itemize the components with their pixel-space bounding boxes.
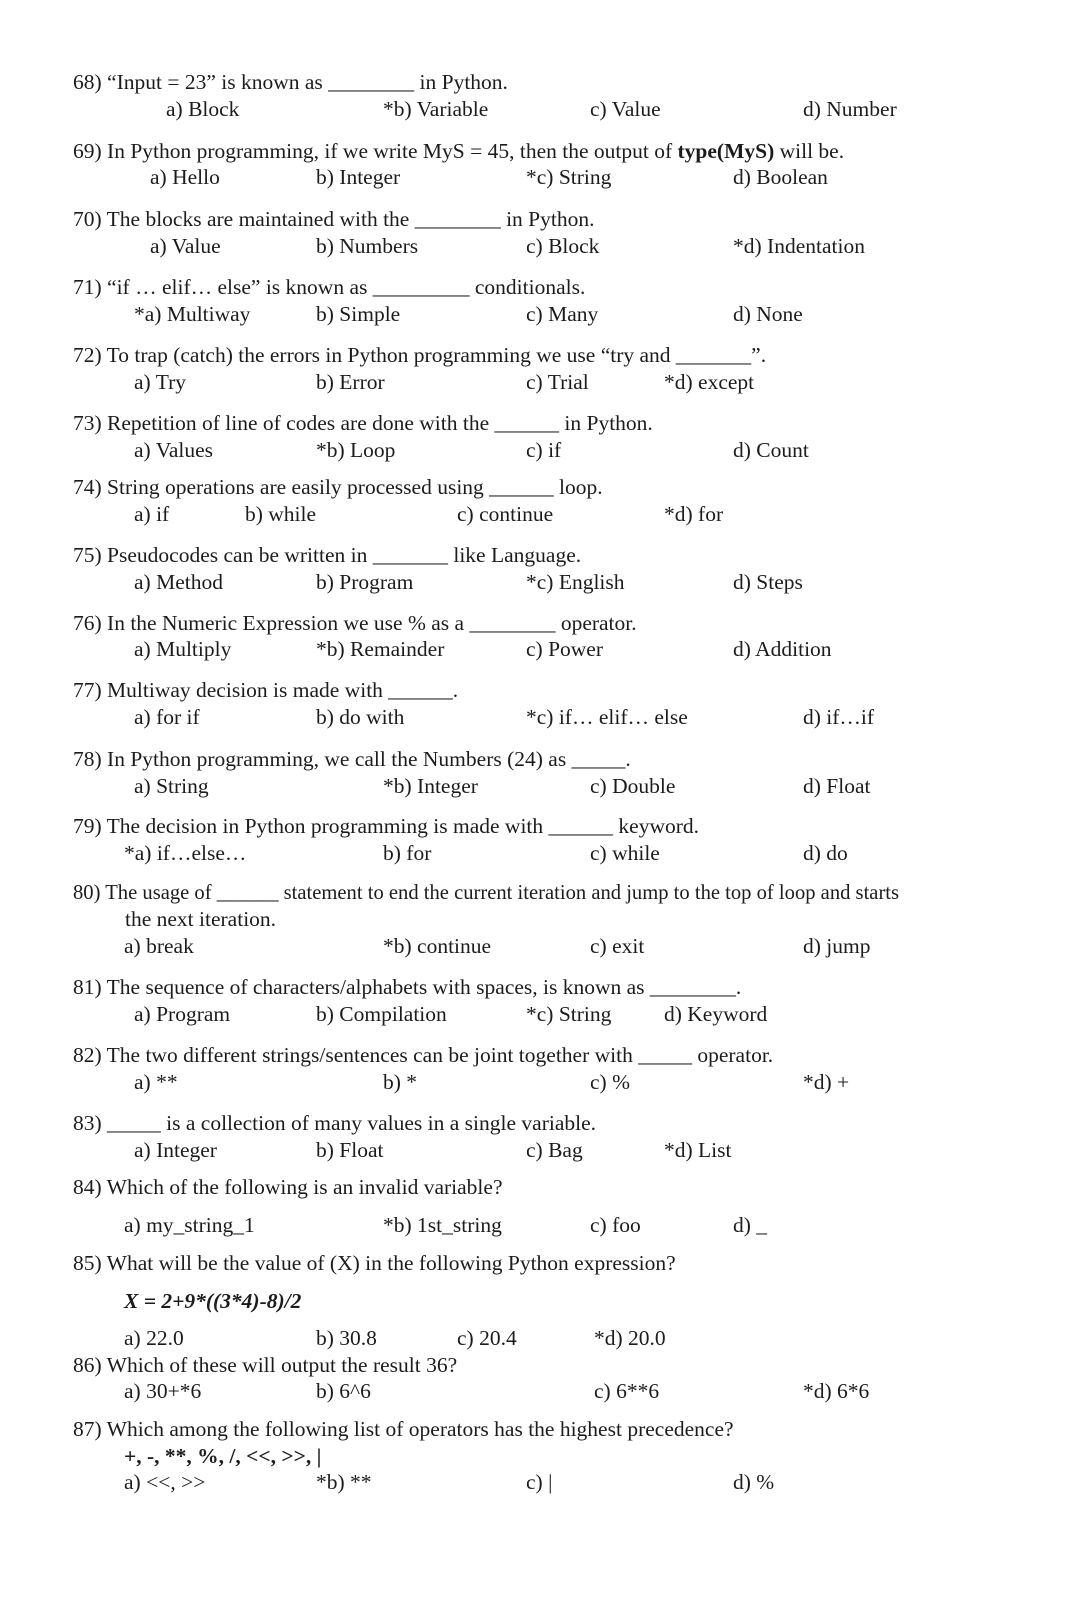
option-b: b) 6^6	[316, 1379, 371, 1403]
option-c: c) Block	[526, 234, 600, 258]
option-d: d) Keyword	[664, 1002, 768, 1026]
option-a: a) String	[134, 774, 209, 798]
option-b: b) Float	[316, 1138, 384, 1162]
question-stem: 70) The blocks are maintained with the ________ in Python.	[73, 207, 595, 231]
option-c: c) Many	[526, 302, 599, 326]
option-b: b) Compilation	[316, 1002, 447, 1026]
option-b: b) 30.8	[316, 1326, 377, 1350]
question-stem-continued: the next iteration.	[125, 907, 277, 931]
option-c: c) Bag	[526, 1138, 583, 1162]
question-stem: 71) “if … elif… else” is known as _________ conditionals.	[73, 275, 586, 299]
option-c: c) Trial	[526, 370, 589, 394]
option-d: d) Number	[803, 97, 897, 121]
option-b: b) Error	[316, 370, 385, 394]
option-b: *b) **	[316, 1470, 372, 1494]
question-stem: 72) To trap (catch) the errors in Python programming we use “try and _______”.	[73, 343, 767, 367]
option-d: *d) List	[664, 1138, 732, 1162]
question-stem: 82) The two different strings/sentences can be joint together with _____ operator.	[73, 1043, 774, 1067]
question-stem: 78) In Python programming, we call the Numbers (24) as _____.	[73, 747, 631, 771]
question-stem: 87) Which among the following list of operators has the highest precedence?	[73, 1417, 734, 1441]
option-c: c) Power	[526, 637, 604, 661]
option-b: *b) continue	[383, 934, 492, 958]
option-a: a) <<, >>	[124, 1470, 206, 1494]
option-a: a) Program	[134, 1002, 231, 1026]
option-a: a) Value	[150, 234, 221, 258]
question-stem: 84) Which of the following is an invalid variable?	[73, 1175, 503, 1199]
option-d: *d) +	[803, 1070, 850, 1094]
python-expression: X = 2+9*((3*4)-8)/2	[124, 1289, 302, 1313]
option-d: d) Steps	[733, 570, 803, 594]
option-a: a) Try	[134, 370, 186, 394]
option-b: *b) 1st_string	[383, 1213, 502, 1237]
option-a: *a) Multiway	[134, 302, 251, 326]
option-d: d) jump	[803, 934, 871, 958]
question-stem-end: will be.	[774, 139, 845, 163]
option-d: *d) 20.0	[594, 1326, 666, 1350]
option-a: a) Integer	[134, 1138, 217, 1162]
option-d: *d) except	[664, 370, 755, 394]
option-d: *d) for	[664, 502, 724, 526]
question-stem: 80) The usage of ______ statement to end the current iteration and jump to the top of loop and starts	[73, 882, 900, 904]
option-c: c) if	[526, 438, 562, 462]
option-a: a) 30+*6	[124, 1379, 202, 1403]
option-c: c) exit	[590, 934, 645, 958]
option-c: c) 6**6	[594, 1379, 660, 1403]
question-stem: 77) Multiway decision is made with ______.	[73, 678, 459, 702]
option-a: a) my_string_1	[124, 1213, 255, 1237]
option-a: a) **	[134, 1070, 178, 1094]
option-d: d) if…if	[803, 705, 875, 729]
option-a: a) Method	[134, 570, 223, 594]
option-d: d) Addition	[733, 637, 832, 661]
option-c: *c) String	[526, 165, 612, 189]
option-a: a) Values	[134, 438, 214, 462]
question-stem: 73) Repetition of line of codes are done with the ______ in Python.	[73, 411, 653, 435]
option-d: d) %	[733, 1470, 775, 1494]
question-stem: 79) The decision in Python programming is made with ______ keyword.	[73, 814, 700, 838]
option-a: a) if	[134, 502, 170, 526]
question-stem	[73, 138, 844, 164]
option-c: c) Double	[590, 774, 676, 798]
option-a: a) Block	[166, 97, 240, 121]
option-b: *b) Variable	[383, 97, 489, 121]
option-b: b) Program	[316, 570, 414, 594]
option-c: c) while	[590, 841, 660, 865]
option-d: d) do	[803, 841, 848, 865]
option-b: b) for	[383, 841, 432, 865]
question-stem: 76) In the Numeric Expression we use % as a ________ operator.	[73, 611, 637, 635]
option-c: c) continue	[457, 502, 554, 526]
option-c: c) Value	[590, 97, 661, 121]
option-c: c) %	[590, 1070, 630, 1094]
option-a: a) 22.0	[124, 1326, 184, 1350]
option-b: b) Integer	[316, 165, 401, 189]
option-a: a) break	[124, 934, 194, 958]
option-b: *b) Integer	[383, 774, 478, 798]
option-a: *a) if…else…	[124, 841, 247, 865]
option-d: d) None	[733, 302, 803, 326]
option-c: *c) if… elif… else	[526, 705, 688, 729]
question-stem-code: type(MyS)	[677, 139, 775, 163]
option-c: *c) String	[526, 1002, 612, 1026]
option-b: b) Numbers	[316, 234, 419, 258]
question-stem: 74) String operations are easily processed using ______ loop.	[73, 475, 603, 499]
question-stem: 68) “Input = 23” is known as ________ in Python.	[73, 70, 508, 94]
option-d: d) Float	[803, 774, 871, 798]
option-b: *b) Loop	[316, 438, 396, 462]
option-c: c) 20.4	[457, 1326, 517, 1350]
option-c: c) foo	[590, 1213, 641, 1237]
question-stem: 83) _____ is a collection of many values in a single variable.	[73, 1111, 597, 1135]
question-stem: 75) Pseudocodes can be written in _______ like Language.	[73, 543, 582, 567]
question-stem: 81) The sequence of characters/alphabets with spaces, is known as ________.	[73, 975, 742, 999]
option-d: *d) 6*6	[803, 1379, 870, 1403]
operator-list: +, -, **, %, /, <<, >>, |	[124, 1444, 322, 1468]
option-a: a) for if	[134, 705, 200, 729]
question-stem-start: 69) In Python programming, if we write MyS = 45, then the output of	[73, 139, 678, 163]
question-stem: 85) What will be the value of (X) in the following Python expression?	[73, 1251, 676, 1275]
option-b: b) while	[245, 502, 317, 526]
option-b: *b) Remainder	[316, 637, 445, 661]
question-stem: 86) Which of these will output the result 36?	[73, 1353, 458, 1377]
option-a: a) Multiply	[134, 637, 232, 661]
option-b: b) *	[383, 1070, 418, 1094]
option-c: c) |	[526, 1470, 553, 1494]
option-b: b) Simple	[316, 302, 401, 326]
option-b: b) do with	[316, 705, 405, 729]
option-d: d) _	[733, 1213, 768, 1237]
option-d: d) Boolean	[733, 165, 828, 189]
option-d: *d) Indentation	[733, 234, 865, 258]
option-c: *c) English	[526, 570, 625, 594]
option-a: a) Hello	[150, 165, 220, 189]
option-d: d) Count	[733, 438, 809, 462]
